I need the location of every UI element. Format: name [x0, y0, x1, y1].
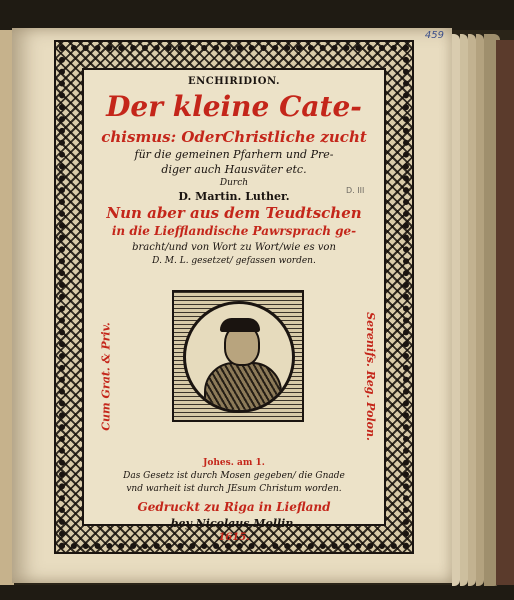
- scripture-line-1: Das Gesetz ist durch Mosen gegeben/ die Gnade: [123, 471, 345, 481]
- enchiridion-heading: ENCHIRIDION.: [188, 76, 280, 87]
- translation-line-4: D. M. L. gesetzet/ gefassen worden.: [152, 256, 316, 266]
- folio-number: 459: [424, 30, 444, 41]
- durch-label: Durch: [219, 178, 249, 188]
- imprint-year: 1615.: [218, 532, 250, 543]
- portrait-cap: [220, 318, 260, 332]
- pencil-annotation: D. III: [346, 186, 365, 195]
- subtitle-line-1: für die gemeinen Pfarhern und Pre-: [134, 148, 334, 161]
- author-name: D. Martin. Luther.: [178, 190, 290, 203]
- imprint-printer: bey Nicolaus Mollin.: [170, 517, 298, 530]
- portrait-robe: [204, 362, 282, 413]
- privilege-motto-right: Serenifs. Reg. Polon.: [363, 312, 377, 441]
- page-stack: [476, 34, 484, 586]
- translation-line-1: Nun aber aus dem Teudtschen: [106, 204, 362, 222]
- text-area: [82, 68, 386, 543]
- ornamental-border: [54, 40, 414, 554]
- background-bottom: [0, 585, 514, 600]
- privilege-motto-left: Cum Grat. & Priv.: [99, 322, 113, 431]
- scripture-line-2: vnd warheit ist durch JEsum Christum worden.: [126, 484, 342, 494]
- background-top: [0, 0, 514, 30]
- book-cover: [496, 40, 514, 585]
- translation-line-2: in die Liefflandische Pawrsprach ge-: [111, 224, 357, 238]
- title-line-1: Der kleine Cate-: [106, 90, 362, 123]
- page-stack: [460, 34, 468, 586]
- subtitle-line-2: diger auch Hausväter etc.: [161, 163, 307, 176]
- scripture-reference: Johes. am 1.: [203, 458, 265, 468]
- title-page: [12, 28, 452, 583]
- luther-portrait-woodcut: [172, 290, 304, 422]
- page-stack: [452, 34, 460, 586]
- portrait-medallion: [183, 301, 295, 413]
- imprint-place: Gedruckt zu Riga in Liefland: [137, 500, 331, 514]
- translation-line-3: bracht/und von Wort zu Wort/wie es von: [132, 242, 336, 253]
- page-stack: [468, 34, 476, 586]
- title-line-2: chismus: OderChristliche zucht: [101, 128, 367, 146]
